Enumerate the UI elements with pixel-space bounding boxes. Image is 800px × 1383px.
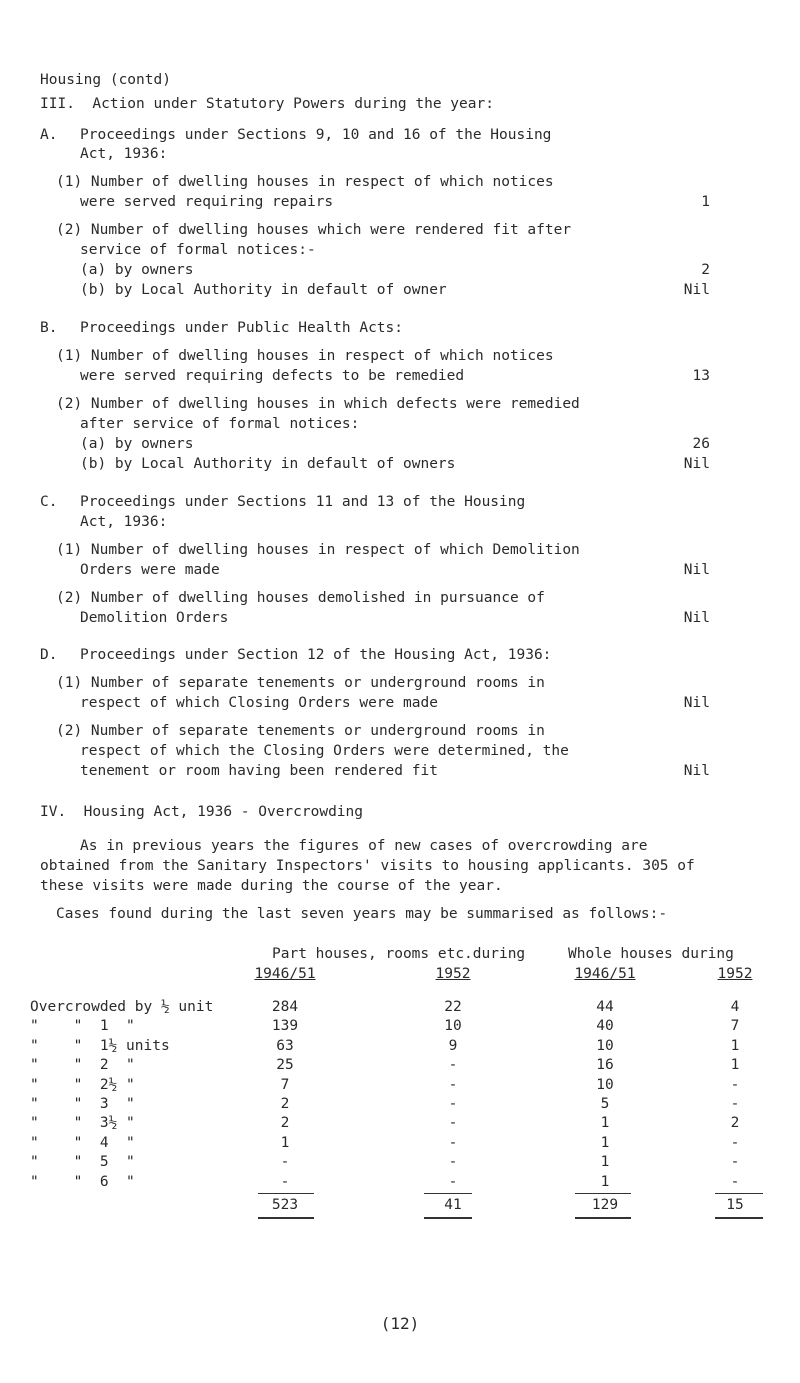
table-cell: 22 xyxy=(444,999,462,1015)
b2b-text: (b) by Local Authority in default of owners xyxy=(80,456,456,472)
section-c-title: Proceedings under Sections 11 and 13 of the Housing xyxy=(80,494,526,510)
total-double-rule xyxy=(258,1217,314,1219)
section-d-label: D. xyxy=(40,647,58,663)
table-row-label: " " 5 " xyxy=(30,1154,135,1170)
section-b-title: Proceedings under Public Health Acts: xyxy=(80,320,404,336)
b1-text-2: were served requiring defects to be remedied xyxy=(80,368,465,384)
c1-text: (1) Number of dwelling houses in respect of which Demolition xyxy=(56,542,580,558)
a2-text-2: service of formal notices:- xyxy=(80,242,316,258)
total-rule xyxy=(424,1193,472,1194)
table-row-label: " " 4 " xyxy=(30,1135,135,1151)
table-cell: 139 xyxy=(271,1018,299,1034)
table-cell: 5 xyxy=(600,1096,610,1112)
a2-text: (2) Number of dwelling houses which were rendered fit after xyxy=(56,222,572,238)
col-part-1952: 1952 xyxy=(435,966,471,982)
section-c-title-2: Act, 1936: xyxy=(80,514,168,530)
overcrowding-para-line-2: obtained from the Sanitary Inspectors' visits to housing applicants. 305 of xyxy=(40,858,695,874)
col-part-1946-51: 1946/51 xyxy=(254,966,316,982)
table-cell: - xyxy=(280,1154,290,1170)
table-cell: 9 xyxy=(448,1038,458,1054)
table-cell: - xyxy=(280,1174,290,1190)
total-rule xyxy=(575,1193,631,1194)
a2a-text: (a) by owners xyxy=(80,262,194,278)
total-part-1952: 41 xyxy=(444,1197,462,1213)
table-cell: 2 xyxy=(730,1115,740,1131)
table-cell: - xyxy=(730,1096,740,1112)
table-cell: 10 xyxy=(596,1077,614,1093)
section-4-title: IV. Housing Act, 1936 - Overcrowding xyxy=(40,804,364,820)
table-cell: - xyxy=(730,1174,740,1190)
table-cell: - xyxy=(730,1135,740,1151)
page-number: (12) xyxy=(380,1314,420,1333)
summary-intro: Cases found during the last seven years may be summarised as follows:- xyxy=(56,906,668,922)
table-row-label: " " 3 " xyxy=(30,1096,135,1112)
total-rule xyxy=(258,1193,314,1194)
table-row-label: " " 2 " xyxy=(30,1057,135,1073)
a1-text: (1) Number of dwelling houses in respect of which notices xyxy=(56,174,554,190)
section-b-label: B. xyxy=(40,320,58,336)
section-a-label: A. xyxy=(40,127,58,143)
table-cell: 1 xyxy=(730,1038,740,1054)
table-cell: 1 xyxy=(600,1135,610,1151)
table-cell: 40 xyxy=(596,1018,614,1034)
table-cell: 44 xyxy=(596,999,614,1015)
table-cell: 1 xyxy=(600,1154,610,1170)
table-cell: - xyxy=(448,1077,458,1093)
b2-text-2: after service of formal notices: xyxy=(80,416,360,432)
total-whole-1946-51: 129 xyxy=(591,1197,619,1213)
total-double-rule xyxy=(575,1217,631,1219)
section-c-label: C. xyxy=(40,494,58,510)
table-cell: - xyxy=(448,1154,458,1170)
c2-value: Nil xyxy=(683,610,710,626)
table-row-label: Overcrowded by ½ unit xyxy=(30,999,214,1015)
b1-text: (1) Number of dwelling houses in respect of which notices xyxy=(56,348,554,364)
table-group-part-houses: Part houses, rooms etc.during xyxy=(272,946,526,962)
d2-value: Nil xyxy=(683,763,710,779)
table-row-label: " " 2½ " xyxy=(30,1077,135,1093)
a2b-text: (b) by Local Authority in default of owner xyxy=(80,282,447,298)
total-double-rule xyxy=(424,1217,472,1219)
c1-value: Nil xyxy=(683,562,710,578)
b2a-value: 26 xyxy=(692,436,710,452)
a1-text-2: were served requiring repairs xyxy=(80,194,334,210)
table-cell: 4 xyxy=(730,999,740,1015)
total-rule xyxy=(715,1193,763,1194)
c2-text: (2) Number of dwelling houses demolished in pursuance of xyxy=(56,590,545,606)
d2-text-2: respect of which the Closing Orders were determined, the xyxy=(80,743,569,759)
a2a-value: 2 xyxy=(701,262,710,278)
d1-text: (1) Number of separate tenements or underground rooms in xyxy=(56,675,545,691)
table-cell: 7 xyxy=(730,1018,740,1034)
table-cell: 10 xyxy=(444,1018,462,1034)
c2-text-2: Demolition Orders xyxy=(80,610,229,626)
table-cell: 1 xyxy=(280,1135,290,1151)
table-row-label: " " 3½ " xyxy=(30,1115,135,1131)
a2b-value: Nil xyxy=(683,282,710,298)
table-cell: - xyxy=(448,1057,458,1073)
table-cell: 1 xyxy=(730,1057,740,1073)
table-row-label: " " 1½ units xyxy=(30,1038,170,1054)
table-cell: - xyxy=(448,1135,458,1151)
col-whole-1952: 1952 xyxy=(717,966,753,982)
section-a-title: Proceedings under Sections 9, 10 and 16 of the Housing xyxy=(80,127,552,143)
b1-value: 13 xyxy=(692,368,710,384)
d1-value: Nil xyxy=(683,695,710,711)
overcrowding-para-line-3: these visits were made during the course of the year. xyxy=(40,878,503,894)
table-row-label: " " 1 " xyxy=(30,1018,135,1034)
d2-text: (2) Number of separate tenements or underground rooms in xyxy=(56,723,545,739)
b2b-value: Nil xyxy=(683,456,710,472)
overcrowding-para-line-1: As in previous years the figures of new cases of overcrowding are xyxy=(80,838,648,854)
table-cell: 10 xyxy=(596,1038,614,1054)
d1-text-2: respect of which Closing Orders were made xyxy=(80,695,438,711)
table-cell: 25 xyxy=(276,1057,294,1073)
c1-text-2: Orders were made xyxy=(80,562,220,578)
table-cell: 1 xyxy=(600,1174,610,1190)
total-double-rule xyxy=(715,1217,763,1219)
section-d-title: Proceedings under Section 12 of the Housing Act, 1936: xyxy=(80,647,552,663)
table-cell: - xyxy=(448,1174,458,1190)
table-group-whole-houses: Whole houses during xyxy=(568,946,734,962)
table-cell: 63 xyxy=(276,1038,294,1054)
section-3-title: III. Action under Statutory Powers during the year: xyxy=(40,96,494,112)
table-cell: 284 xyxy=(271,999,299,1015)
total-whole-1952: 15 xyxy=(726,1197,744,1213)
table-cell: - xyxy=(730,1154,740,1170)
table-cell: - xyxy=(730,1077,740,1093)
a1-value: 1 xyxy=(701,194,710,210)
table-cell: - xyxy=(448,1096,458,1112)
table-row-label: " " 6 " xyxy=(30,1174,135,1190)
table-cell: 7 xyxy=(280,1077,290,1093)
table-cell: 2 xyxy=(280,1096,290,1112)
table-cell: 1 xyxy=(600,1115,610,1131)
d2-text-3: tenement or room having been rendered fit xyxy=(80,763,438,779)
col-whole-1946-51: 1946/51 xyxy=(574,966,636,982)
b2a-text: (a) by owners xyxy=(80,436,194,452)
section-a-title-2: Act, 1936: xyxy=(80,146,168,162)
total-part-1946-51: 523 xyxy=(271,1197,299,1213)
b2-text: (2) Number of dwelling houses in which defects were remedied xyxy=(56,396,580,412)
page-header: Housing (contd) xyxy=(40,72,171,88)
table-cell: 2 xyxy=(280,1115,290,1131)
table-cell: - xyxy=(448,1115,458,1131)
table-cell: 16 xyxy=(596,1057,614,1073)
